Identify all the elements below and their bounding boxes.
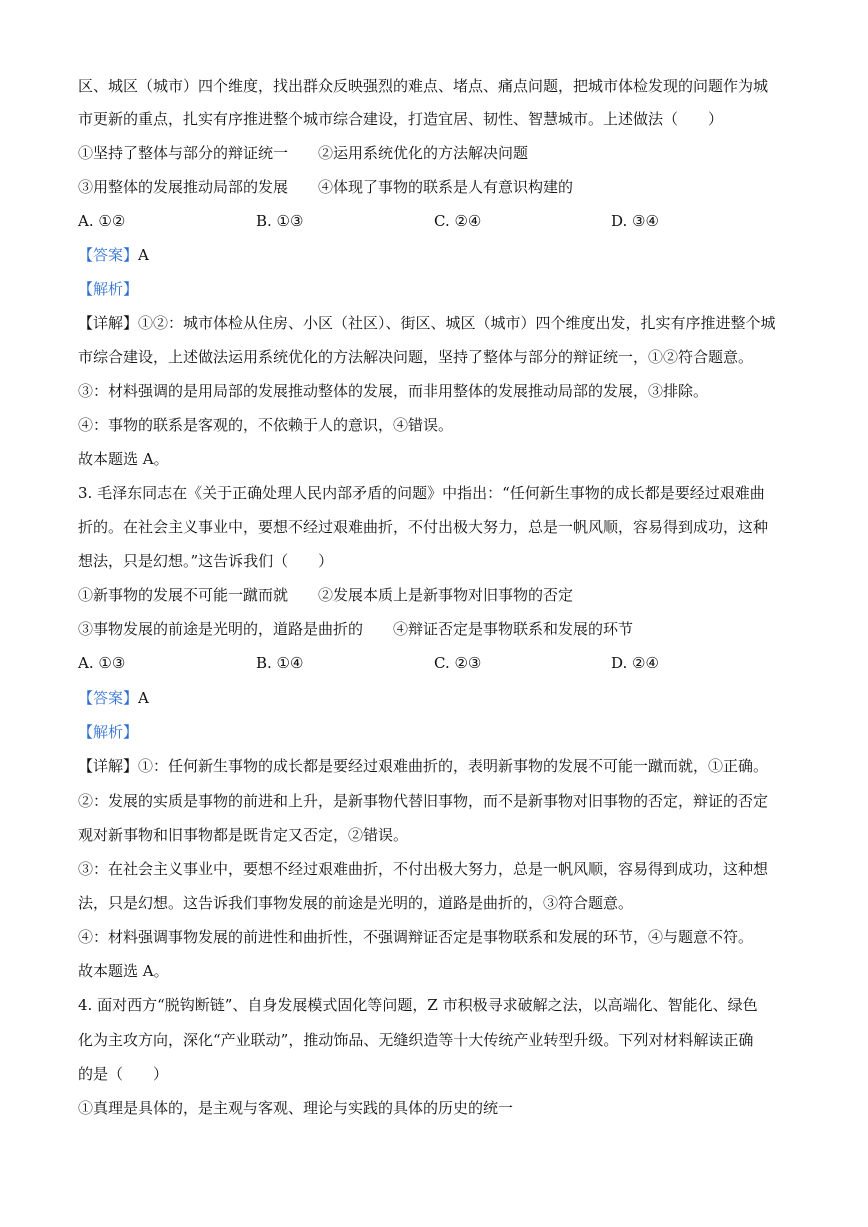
q3-detail-2a: ②：发展的实质是事物的前进和上升，是新事物代替旧事物，而不是新事物对旧事物的否定，辩证的否定 <box>78 792 769 810</box>
answer-tag: 【答案】 <box>78 246 139 264</box>
answer-tag: 【答案】 <box>78 689 139 707</box>
q3-detail-1 <box>78 756 790 776</box>
q3-option-a: A. ①③ <box>78 654 126 672</box>
detail-text: ①：任何新生事物的成长都是要经过艰难曲折的，表明新事物的发展不可能一蹴而就，①正确。 <box>138 757 769 775</box>
q3-detail-2b: 观对新事物和旧事物都是既肯定又否定，②错误。 <box>78 826 409 844</box>
q2-answer <box>78 245 790 265</box>
q3-option-d: D. ②④ <box>611 654 659 672</box>
q4-stem-1: 4. 面对西方“脱钩断链”、自身发展模式固化等问题，Z 市积极寻求破解之法，以高端化、智能化、绿色 <box>78 996 758 1014</box>
q2-detail-1a <box>78 313 790 333</box>
detail-tag: 【详解】 <box>78 757 139 775</box>
answer-value: A <box>138 246 149 264</box>
intro-line-2: 市更新的重点，扎实有序推进整个城市综合建设，打造宜居、韧性、智慧城市。上述做法（ ） <box>78 110 724 128</box>
q3-detail-3b: 法，只是幻想。这告诉我们事物发展的前途是光明的，道路是曲折的，③符合题意。 <box>78 894 634 912</box>
q2-option-d: D. ③④ <box>611 212 659 230</box>
q3-statement-2: ③事物发展的前途是光明的，道路是曲折的 ④辩证否定是事物联系和发展的环节 <box>78 620 634 638</box>
q3-detail-3a: ③：在社会主义事业中，要想不经过艰难曲折，不付出极大努力，总是一帆风顺，容易得到成功，这种想 <box>78 860 769 878</box>
q3-option-b: B. ①④ <box>256 654 304 672</box>
q2-statement-1: ①坚持了整体与部分的辩证统一 ②运用系统优化的方法解决问题 <box>78 144 529 162</box>
q3-statement-1: ①新事物的发展不可能一蹴而就 ②发展本质上是新事物对旧事物的否定 <box>78 586 574 604</box>
detail-text: ①②：城市体检从住房、小区（社区）、街区、城区（城市）四个维度出发，扎实有序推进整个城 <box>138 314 776 332</box>
intro-line-1: 区、城区（城市）四个维度，找出群众反映强烈的难点、堵点、痛点问题，把城市体检发现的问题作为城 <box>78 77 769 95</box>
q2-option-c: C. ②④ <box>434 212 482 230</box>
q3-analysis-tag: 【解析】 <box>78 723 139 741</box>
q3-stem-3: 想法，只是幻想。”这告诉我们（ ） <box>78 552 334 570</box>
q2-conclusion: 故本题选 A。 <box>78 450 169 468</box>
q2-detail-3: ④：事物的联系是客观的，不依赖于人的意识，④错误。 <box>78 416 454 434</box>
q3-conclusion: 故本题选 A。 <box>78 962 169 980</box>
q4-statement-1: ①真理是具体的，是主观与客观、理论与实践的具体的历史的统一 <box>78 1099 514 1117</box>
answer-value: A <box>138 689 149 707</box>
q3-stem-2: 折的。在社会主义事业中，要想不经过艰难曲折，不付出极大努力，总是一帆风顺，容易得到成功，这种 <box>78 518 769 536</box>
q2-option-a: A. ①② <box>78 212 126 230</box>
detail-tag: 【详解】 <box>78 314 139 332</box>
q2-detail-1b: 市综合建设，上述做法运用系统优化的方法解决问题，坚持了整体与部分的辩证统一，①②符合题意。 <box>78 348 754 366</box>
q2-analysis-tag: 【解析】 <box>78 280 139 298</box>
q2-statement-2: ③用整体的发展推动局部的发展 ④体现了事物的联系是人有意识构建的 <box>78 178 574 196</box>
q3-answer <box>78 688 790 708</box>
q4-stem-2: 化为主攻方向，深化“产业联动”，推动饰品、无缝织造等十大传统产业转型升级。下列对材料解读正确 <box>78 1031 754 1049</box>
q4-stem-3: 的是（ ） <box>78 1065 169 1083</box>
q2-option-b: B. ①③ <box>256 212 304 230</box>
q3-detail-4: ④：材料强调事物发展的前进性和曲折性，不强调辩证否定是事物联系和发展的环节，④与题意不符。 <box>78 928 754 946</box>
q3-stem-1: 3. 毛泽东同志在《关于正确处理人民内部矛盾的问题》中指出：“任何新生事物的成长都是要经过艰难曲 <box>78 484 765 502</box>
q2-detail-2: ③：材料强调的是用局部的发展推动整体的发展，而非用整体的发展推动局部的发展，③排除。 <box>78 382 709 400</box>
q3-option-c: C. ②③ <box>434 654 482 672</box>
